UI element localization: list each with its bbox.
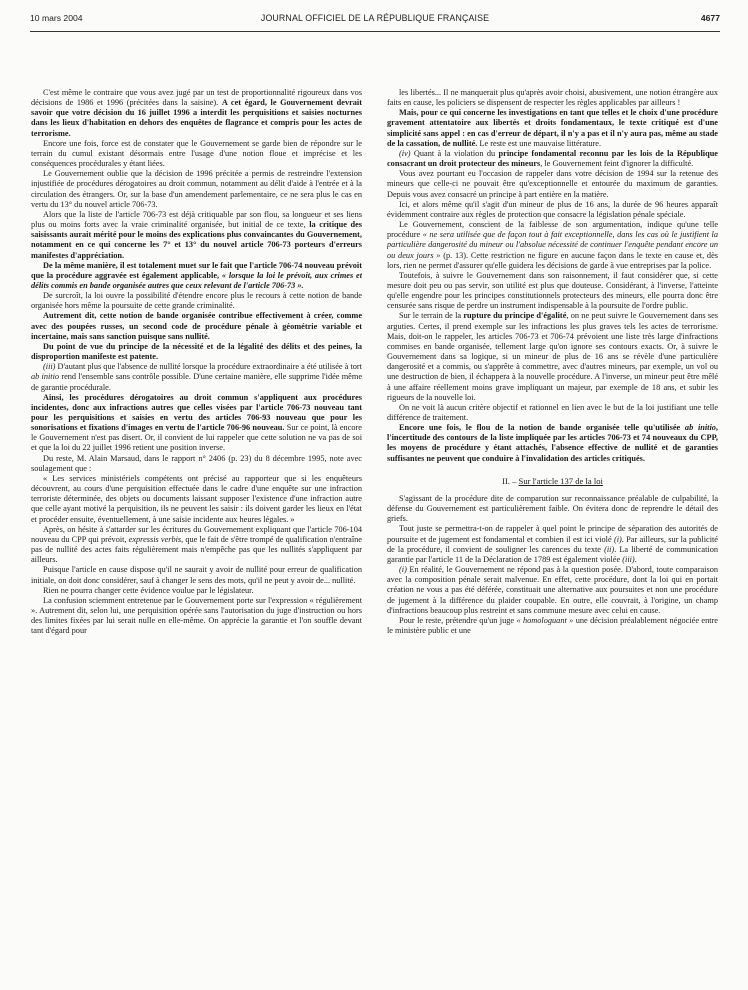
paragraph — [387, 616, 718, 636]
text-run: . — [634, 554, 637, 564]
text-run: (iv) — [399, 148, 411, 158]
text-run: Du reste, M. Alain Marsaud, dans le rapport n° 2406 (p. 23) du 8 décembre 1995, note avec soulagement que : — [31, 453, 362, 473]
paragraph — [387, 403, 718, 423]
text-run: ab initio — [31, 372, 60, 382]
paragraph — [387, 220, 718, 271]
paragraph — [31, 261, 362, 291]
text-run: rupture du principe d'égalité — [463, 311, 567, 321]
paragraph — [31, 393, 362, 454]
text-run: (iii) — [622, 554, 635, 564]
text-run: Le Gouvernement, conscient de la faiblesse de son argumentation, indique qu'une telle procédure — [387, 220, 718, 240]
text-run: De surcroît, la loi ouvre la possibilité d'étendre encore plus le recours à cette notion de bande organisée hors même la poursuite de cette grande criminalité. — [31, 291, 362, 311]
text-run: Le Gouvernement oublie que la décision de 1996 précitée a permis de restreindre l'extension injustifiée de procédures dérogatoires au droit commun, notamment au délit d'aide à l'entrée et à la circulation des étrangers. Or, sur la base d'un amendement parlementaire, ce ne sera plus le cas en vertu du 13° du nouvel article 706-73. — [31, 169, 362, 209]
text-run: les libertés... Il ne manquerait plus qu'après avoir choisi, abusivement, une notion étrangère aux faits en cause, les policiers se dispensent de respecter les règles applicables par ailleurs ! — [387, 88, 718, 108]
paragraph — [31, 139, 362, 169]
text-run: Rien ne pourra changer cette évidence voulue par le législateur. — [43, 585, 254, 595]
paragraph — [31, 474, 362, 525]
text-run: On ne voit là aucun critère objectif et rationnel en lien avec le but de la loi justifiant une telle différence de traitement. — [387, 402, 718, 422]
text-run: Sur ce point, là encore le Gouvernement n'est pas disert. Or, il convient de lui rappeler que cette solution ne va pas de soi et que la loi du 22 juillet 1996 retient une position inverse. — [31, 423, 362, 453]
section-number: II. – — [502, 475, 519, 486]
section-heading — [387, 476, 718, 486]
text-run: Vous avez pourtant eu l'occasion de rappeler dans votre décision de 1994 sur la retenue des mineurs que celle-ci ne pouvait être qu'exceptionnelle et entourée du maximum de garanties. Depuis vous avez consacré un principe à part entière en la matière. — [387, 169, 718, 199]
text-run: , on ne peut suivre le Gouvernement dans ses arguties. Certes, il prend exemple sur les infractions les plus graves tels les actes de terrorisme. Mais, doit-on le rappeler, les articles 706-73 et 706-74 prévoient une liste très large d'infractions commises en bande organisée, tellement large qu'on ignore ses contours exacts. Or, à suivre le Gouvernement dans sa logique, si un mineur de plus de 16 ans se révèle d'une particulière dangerosité et a commis, ou s'apprête à commettre, avec d'autres mineurs, par exemple, un vol ou une destruction de bien, il échappera à la nouvelle procédure. A l'inverse, un mineur peut être mêlé à une affaire réellement moins grave impliquant un majeur, par exemple de 18 ans, et subir les rigueurs de la nouvelle loi. — [387, 311, 718, 402]
text-run: « Les services ministériels compétents ont précisé au rapporteur que si les enquêteurs découvrent, au cours d'une perquisition effectuée dans le cadre d'une enquête sur une infraction terroriste déterminée, des objets ou documents laissant supposer l'existence d'une infraction autre que celle ayant motivé la perquisition, ils ne peuvent les saisir : ils doivent garder les lieux en l'état et procéder ensuite, éventuellement, à une saisie incidente aux heures légales. » — [31, 473, 362, 524]
text-run: Quant à la violation du — [410, 148, 499, 158]
text-run: En réalité, le Gouvernement ne répond pas à la question posée. D'abord, toute comparaison avec la composition pénale serait malvenue. En effet, cette procédure, dont la loi qui en portait création ne vous a pas été déférée, constituait une alternative aux poursuites et non une procédure de jugement à la différence du plaider coupable. En outre, elle couvrait, à l'origine, un champ d'infractions beaucoup plus restreint et sans commune mesure avec celui en cause. — [387, 565, 718, 615]
text-run: Encore une fois, le flou de la notion de bande organisée telle qu'utilisée — [399, 423, 685, 433]
text-run: D'autant plus que l'absence de nullité lorsque la procédure extraordinaire a été utilisée à tort — [55, 362, 362, 372]
paragraph — [31, 565, 362, 585]
page-number: 4677 — [700, 13, 720, 23]
text-run: (i) — [399, 565, 407, 575]
paragraph — [31, 342, 362, 362]
text-run: Ainsi, les procédures dérogatoires au droit commun s'appliquent aux procédures incidentes, donc aux infractions autres que celles visées par l'article 706-73 nouveau tant pour les perquisitions et saisies en vertu des articles 706-93 nouveau que pour les sonorisations et fixations d'images en vertu de l'article 706-96 nouveau. — [31, 392, 362, 433]
text-run: (i) — [613, 534, 622, 544]
text-run: C'est même le contraire que vous avez jugé par un test de proportionnalité rigoureux dans vos décisions de 1986 et 1996 (précitées dans la saisine). — [31, 88, 362, 108]
text-run: rend l'ensemble sans contrôle possible. D'une certaine manière, elle supprime l'idée même de garantie procédurale. — [31, 372, 362, 392]
paragraph — [31, 311, 362, 341]
paragraph — [387, 494, 718, 524]
section-title: Sur l'article 137 de la loi — [518, 475, 603, 486]
paragraph — [31, 596, 362, 637]
paragraph — [387, 169, 718, 199]
text-run: , l'incertitude des contours de la liste impliquée par les articles 706-73 et 74 nouveaux du CPP, les moyens de procédure y étant attachés, l'absence effective de nullité et de garanties suffisantes ne peuvent que conduire à l'invalidation des articles critiqués. — [387, 423, 718, 463]
text-run: la critique des saisissants aurait mérité pour le moins des explications plus convaincantes du Gouvernement, notamment en ce qui concerne les 7° et 13° du nouvel article 706-73 porteurs d'erreurs manifestes d'appréciation. — [31, 220, 362, 260]
text-run: . Par ailleurs, sur la publicité de la procédure, il convient de souligner les carences du texte — [387, 534, 718, 554]
text-run: (iii) — [43, 362, 56, 372]
paragraph — [31, 454, 362, 474]
paragraph — [387, 271, 718, 312]
left-column — [31, 88, 362, 984]
text-run: S'agissant de la procédure dite de comparution sur reconnaissance préalable de culpabilité, la défense du Gouvernement est particulièrement faible. On évitera donc de reprendre le détail des griefs. — [387, 493, 718, 524]
text-run: Pour le reste, prétendre qu'un juge — [399, 615, 517, 625]
text-run: (p. 13). Cette restriction ne figure en aucune façon dans le texte en cause et, dès lors, rien ne permet d'assurer qu'elle guidera les décisions de garde à vue entreprises par la police. — [387, 250, 718, 270]
text-run: Mais, pour ce qui concerne les investigations en tant que telles et le choix d'une procédure gravement attentatoire aux libertés et droits fondamentaux, le texte critiqué est d'une simplicité sans appel : en cas d'erreur de départ, il n'y a pas et il n'y aura pas, même au stade de la cassation, de nullité. — [387, 108, 718, 148]
text-run: (ii) — [604, 544, 615, 554]
text-run: . La liberté de communication garantie par l'article 11 de la Déclaration de 1789 est également violée — [387, 544, 718, 564]
text-run: Après, on hésite à s'attarder sur les écritures du Gouvernement expliquant que l'article 706-104 nouveau du CPP qui prévoit, — [31, 524, 362, 544]
text-run: Tout juste se permettra-t-on de rappeler à quel point le principe de séparation des autorités de poursuite et de jugement est fondamental et combien il est ici violé — [387, 524, 718, 544]
text-run: une décision préalablement négociée entre le ministère public et une — [387, 615, 718, 635]
paragraph — [387, 200, 718, 220]
paragraph — [387, 149, 718, 169]
paragraph — [31, 525, 362, 566]
journal-title: JOURNAL OFFICIEL DE LA RÉPUBLIQUE FRANÇAISE — [260, 13, 490, 23]
text-run: Le reste est une mauvaise littérature. — [477, 138, 602, 148]
paragraph — [31, 291, 362, 311]
paragraph — [387, 423, 718, 464]
text-run: Du point de vue du principe de la nécessité et de la légalité des délits et des peines, la disproportion manifeste est patente. — [31, 341, 362, 362]
page-header — [30, 13, 720, 29]
paragraph — [31, 362, 362, 392]
text-run: De la même manière, il est totalement muet sur le fait que l'article 706-74 nouveau prévoit que la procédure aggravée est également applicable, — [31, 260, 362, 280]
text-run: « lorsque la loi le prévoit, aux crimes et délits commis en bande organisée autres que ceux relevant de l'article 706-73 ». — [31, 270, 362, 290]
text-run: Sur le terrain de la — [399, 311, 464, 321]
header-rule — [30, 31, 720, 32]
paragraph — [31, 169, 362, 210]
text-run: Encore une fois, force est de constater que le Gouvernement se garde bien de répondre sur le terrain du cumul existant désormais entre l'usage d'une notion floue et imprécise et les conséquences procédurales y étant liées. — [31, 138, 362, 169]
paragraph — [387, 88, 718, 108]
text-run: , le Gouvernement feint d'ignorer la difficulté. — [540, 159, 694, 169]
text-run: Alors que la liste de l'article 706-73 est déjà critiquable par son flou, sa longueur et ses liens plus ou moins forts avec la vraie criminalité organisée, but initial de ce texte, — [31, 209, 362, 230]
text-run: ab initio — [684, 423, 716, 433]
paragraph — [387, 565, 718, 616]
text-run: « ne sera utilisée que de façon tout à fait exceptionnelle, dans les cas où le justifient la particulière dangerosité du mineur ou l'absolue nécessité de continuer l'enquête pendant encore un ou deux jours » — [387, 230, 718, 260]
paragraph — [31, 210, 362, 261]
text-run: Autrement dit, cette notion de bande organisée contribue effectivement à créer, comme avec des poupées russes, un second code de procédure pénale à géométrie variable et incertaine, mais sans sanction puisque sans nullité. — [31, 311, 362, 341]
paragraph — [387, 108, 718, 149]
paragraph — [31, 88, 362, 139]
text-run: « homologuant » — [516, 615, 574, 625]
text-run: Puisque l'article en cause dispose qu'il ne saurait y avoir de nullité pour erreur de qualification initiale, on doit donc considérer, sauf à changer le sens des mots, qu'il ne peut y avoir de... nullité. — [31, 565, 362, 585]
text-run: , que le fait de s'être trompé de qualification n'entraîne pas de nullité des actes faits régulièrement mais n'empêche pas que les nullités s'appliquent par ailleurs. — [31, 534, 362, 565]
issue-date: 10 mars 2004 — [30, 13, 83, 23]
text-run: Ici, et alors même qu'il s'agit d'un mineur de plus de 16 ans, la durée de 96 heures apparaît évidemment contraire aux règles de protection que consacre la législation pénale spéciale. — [387, 199, 718, 219]
paragraph — [387, 311, 718, 402]
text-run: Toutefois, à suivre le Gouvernement dans son raisonnement, il faut considérer que, si cette mesure doit peu ou pas servir, son utilité est plus que douteuse. Considérant, à l'inverse, l'atteinte qu'elle engendre pour les principes constitutionnels protecteurs des mineurs, elle pourra donc être censurée sans risque de perdre un instrument indispensable à la poursuite de l'ordre public. — [387, 270, 718, 311]
text-run: A cet égard, le Gouvernement devrait savoir que votre décision du 16 juillet 1996 a interdit les perquisitions et saisies nocturnes dans les lieux d'habitation en dehors des enquêtes de flagrance et compris pour les actes de terrorisme. — [31, 98, 362, 138]
right-column — [387, 88, 718, 984]
paragraph — [387, 524, 718, 565]
text-run: expressis verbis — [128, 534, 182, 544]
text-run: principe fondamental reconnu par les lois de la République consacrant un droit protecteur des mineurs — [387, 148, 718, 169]
text-run: La confusion sciemment entretenue par le Gouvernement porte sur l'expression « régulièrement ». Autrement dit, selon lui, une perquisition opérée sans l'autorisation du juge d'instruction ou hors des limites fixées par lui serait nulle en elle-même. On apprécie la garantie et l'on souffle devant tant d'égard pour — [31, 595, 362, 636]
paragraph — [31, 586, 362, 596]
